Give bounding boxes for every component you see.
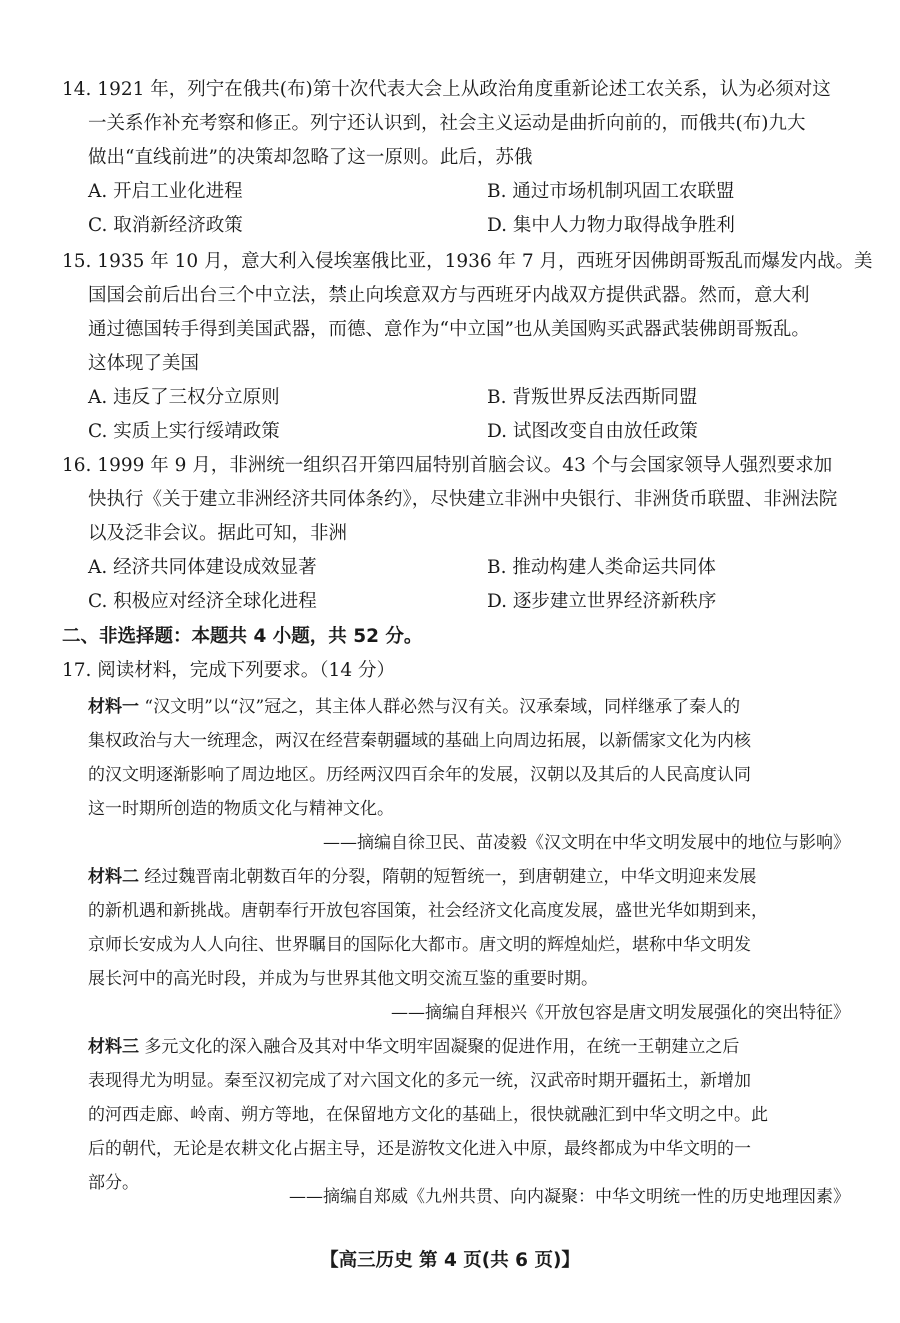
q16-option-d: D. 逐步建立世界经济新秩序	[487, 591, 717, 612]
page-footer: 【高三历史 第 4 页(共 6 页)】	[320, 1250, 580, 1271]
q16-stem-line-3: 以及泛非会议。据此可知，非洲	[88, 523, 348, 544]
material-3-line-5: 部分。	[88, 1173, 139, 1193]
material-3-text-first: 多元文化的深入融合及其对中华文明牢固凝聚的促进作用，在统一王朝建立之后	[139, 1037, 740, 1057]
material-1-line-1	[88, 690, 848, 724]
q14-stem-line-2: 一关系作补充考察和修正。列宁还认识到，社会主义运动是曲折向前的，而俄共(布)九大	[88, 113, 806, 134]
material-3-line-4: 后的朝代，无论是农耕文化占据主导，还是游牧文化进入中原，最终都成为中华文明的一	[88, 1139, 751, 1159]
material-2-line-2: 的新机遇和新挑战。唐朝奉行开放包容国策，社会经济文化高度发展，盛世光华如期到来，	[88, 901, 768, 921]
material-2-line-4: 展长河中的高光时段，并成为与世界其他文明交流互鉴的重要时期。	[88, 969, 598, 989]
material-1-source: ——摘编自徐卫民、苗凌毅《汉文明在中华文明发展中的地位与影响》	[323, 833, 850, 853]
material-2-source: ——摘编自拜根兴《开放包容是唐文明发展强化的突出特征》	[391, 1003, 850, 1023]
q16-stem-line-1: 16. 1999 年 9 月，非洲统一组织召开第四届特别首脑会议。43 个与会国家领导人强烈要求加	[62, 455, 833, 476]
section-heading: 二、非选择题：本题共 4 小题，共 52 分。	[62, 626, 423, 647]
q16-option-c: C. 积极应对经济全球化进程	[88, 591, 317, 612]
material-2-line-3: 京师长安成为人人向往、世界瞩目的国际化大都市。唐文明的辉煌灿烂，堪称中华文明发	[88, 935, 751, 955]
q15-stem-line-1: 15. 1935 年 10 月，意大利入侵埃塞俄比亚，1936 年 7 月，西班牙因佛朗哥叛乱而爆发内战。美	[62, 251, 873, 272]
material-1-line-4: 这一时期所创造的物质文化与精神文化。	[88, 799, 394, 819]
material-1-text-first: “汉文明”以“汉”冠之，其主体人群必然与汉有关。汉承秦域，同样继承了秦人的	[139, 697, 741, 717]
q16-stem-line-2: 快执行《关于建立非洲经济共同体条约》，尽快建立非洲中央银行、非洲货币联盟、非洲法院	[88, 489, 838, 510]
material-3-label: 材料三	[88, 1037, 139, 1057]
q14-stem-line-3: 做出“直线前进”的决策却忽略了这一原则。此后，苏俄	[88, 147, 533, 168]
material-1-line-2: 集权政治与大一统理念，两汉在经营秦朝疆域的基础上向周边拓展，以新儒家文化为内核	[88, 731, 751, 751]
material-3-line-3: 的河西走廊、岭南、朔方等地，在保留地方文化的基础上，很快就融汇到中华文明之中。此	[88, 1105, 768, 1125]
q15-stem-line-4: 这体现了美国	[88, 353, 200, 374]
material-2-text-first: 经过魏晋南北朝数百年的分裂，隋朝的短暂统一，到唐朝建立，中华文明迎来发展	[139, 867, 757, 887]
q16-option-a: A. 经济共同体建设成效显著	[88, 557, 317, 578]
q15-option-d: D. 试图改变自由放任政策	[487, 421, 698, 442]
q17-stem: 17. 阅读材料，完成下列要求。（14 分）	[62, 660, 395, 681]
material-3-source: ——摘编自郑威《九州共贯、向内凝聚：中华文明统一性的历史地理因素》	[289, 1187, 850, 1207]
q15-stem-line-3: 通过德国转手得到美国武器，而德、意作为“中立国”也从美国购买武器武装佛朗哥叛乱。	[88, 319, 810, 340]
q14-option-d: D. 集中人力物力取得战争胜利	[487, 215, 735, 236]
q14-option-c: C. 取消新经济政策	[88, 215, 243, 236]
q14-option-b: B. 通过市场机制巩固工农联盟	[487, 181, 735, 202]
material-2-line-1	[88, 860, 848, 894]
q15-option-b: B. 背叛世界反法西斯同盟	[487, 387, 698, 408]
material-3-line-1	[88, 1030, 848, 1064]
q15-option-c: C. 实质上实行绥靖政策	[88, 421, 280, 442]
material-3-line-2: 表现得尤为明显。秦至汉初完成了对六国文化的多元一统，汉武帝时期开疆拓土，新增加	[88, 1071, 751, 1091]
material-2-label: 材料二	[88, 867, 139, 887]
q15-stem-line-2: 国国会前后出台三个中立法，禁止向埃意双方与西班牙内战双方提供武器。然而，意大利	[88, 285, 810, 306]
q14-option-a: A. 开启工业化进程	[88, 181, 243, 202]
material-1-label: 材料一	[88, 697, 139, 717]
q16-option-b: B. 推动构建人类命运共同体	[487, 557, 716, 578]
material-1-line-3: 的汉文明逐渐影响了周边地区。历经两汉四百余年的发展，汉朝以及其后的人民高度认同	[88, 765, 751, 785]
q14-stem-line-1: 14. 1921 年，列宁在俄共(布)第十次代表大会上从政治角度重新论述工农关系，认为必须对这	[62, 79, 831, 100]
q15-option-a: A. 违反了三权分立原则	[88, 387, 280, 408]
